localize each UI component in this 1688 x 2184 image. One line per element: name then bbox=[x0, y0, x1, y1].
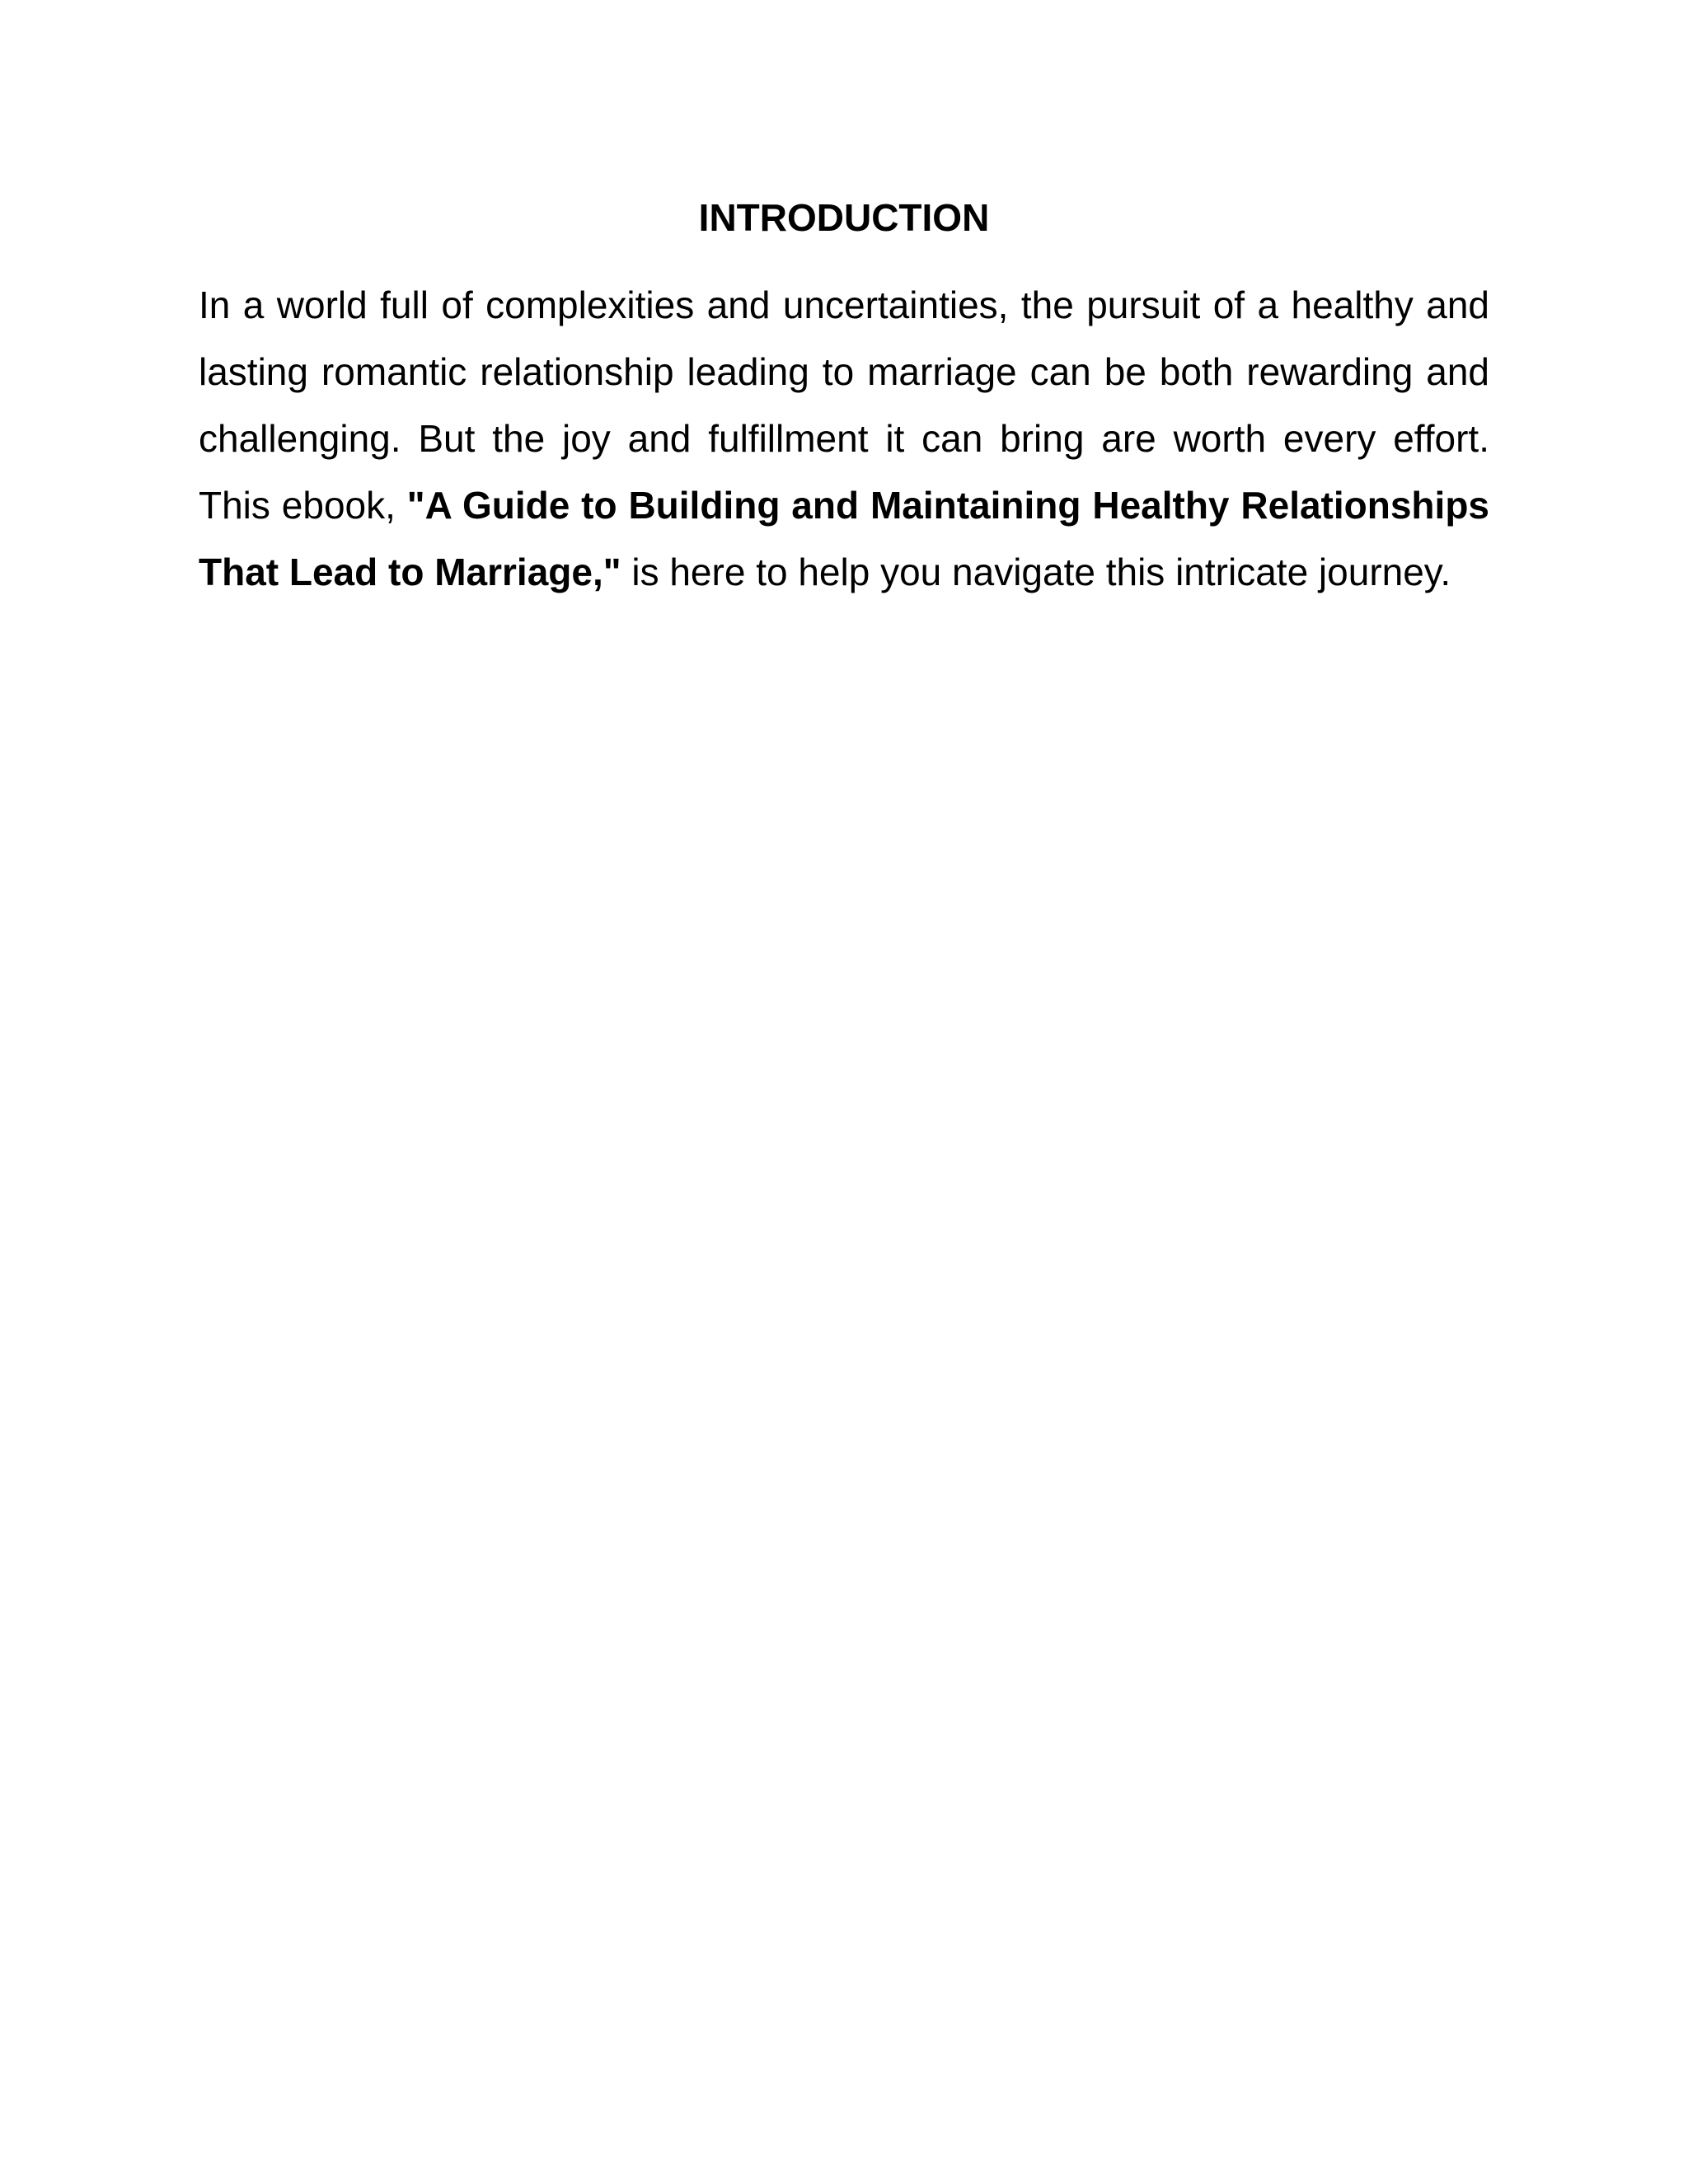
ebook-title: "A Guide to Building and Maintaining Healthy Relationships That Lead to Marriage," bbox=[199, 484, 1489, 593]
paragraph-tail-text: is here to help you navigate this intricate journey. bbox=[621, 551, 1451, 593]
paragraph-lead-text: In a world full of complexities and uncertainties, the pursuit of a healthy and lasting romantic relationship leading to marriage can be both rewarding and challenging. But the joy and fulfillment it can bring are worth every effort. This ebook, bbox=[199, 284, 1489, 527]
page-title: INTRODUCTION bbox=[698, 196, 990, 239]
intro-paragraph bbox=[199, 272, 1489, 606]
